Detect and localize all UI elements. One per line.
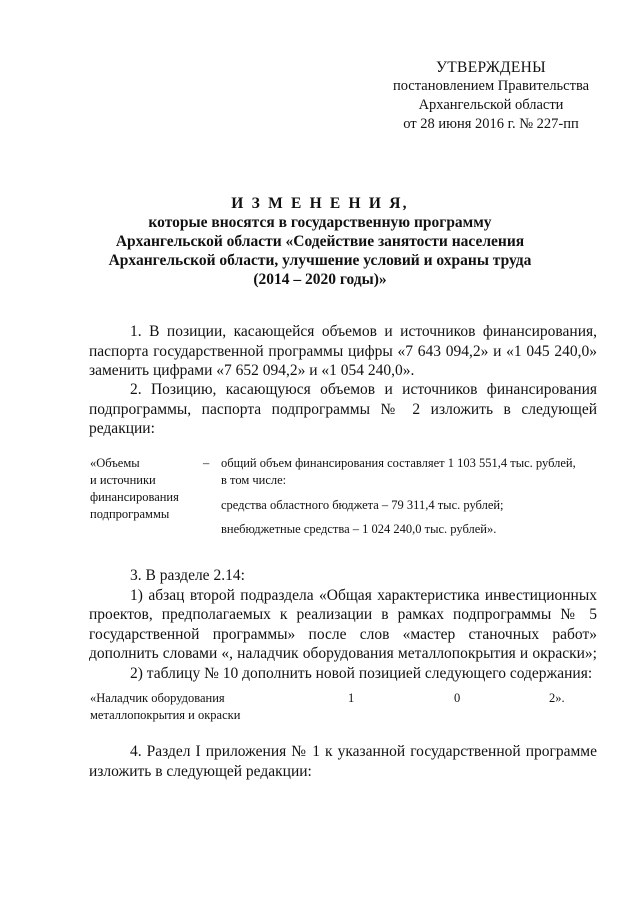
- document-title: [82, 194, 558, 289]
- approval-stamp: [380, 58, 602, 134]
- funding-right-line-3: средства областного бюджета – 79 311,4 тыс. рублей;: [221, 498, 504, 512]
- item-3-paragraph: [89, 566, 597, 684]
- item-3-sub1-line-3: государственной программы» после слов «мастер станочных работ»: [89, 625, 597, 643]
- funding-right-line-4: внебюджетные средства – 1 024 240,0 тыс. рублей».: [221, 522, 497, 536]
- title-line-4: (2014 – 2020 годы)»: [253, 271, 387, 288]
- funding-left-line-4: подпрограммы: [90, 507, 170, 521]
- item-2-line-1: 2. Позицию, касающуюся объемов и источников финансирования: [130, 381, 597, 398]
- title-line-2: Архангельской области «Содействие занятости населения: [115, 233, 525, 250]
- funding-left-line-1: «Объемы: [90, 456, 140, 470]
- table-10-name-line-2: металлопокрытия и окраски: [90, 708, 241, 722]
- funding-left-line-2: и источники: [90, 473, 156, 487]
- item-3-sub1-line-4: дополнить словами «, наладчик оборудования металлопокрытия и окраски»;: [89, 645, 597, 663]
- item-2-line-3: редакции:: [89, 420, 155, 438]
- approval-title: УТВЕРЖДЕНЫ: [436, 59, 546, 76]
- approval-line-3: от 28 июня 2016 г. № 227-пп: [403, 116, 579, 132]
- funding-left-line-3: финансирования: [90, 490, 179, 504]
- item-4-paragraph: [89, 742, 597, 781]
- item-1-line-2: паспорта государственной программы цифры «7 643 094,2» и «1 045 240,0»: [89, 342, 597, 360]
- item-1-paragraph: [89, 322, 597, 381]
- funding-right-line-1: общий объем финансирования составляет 1 103 551,4 тыс. рублей,: [221, 456, 576, 470]
- funding-dash: –: [203, 456, 210, 470]
- table-10-name-line-1: «Наладчик оборудования: [90, 691, 225, 705]
- item-2-paragraph: [89, 380, 597, 439]
- approval-line-1: постановлением Правительства: [392, 78, 590, 94]
- item-4-line-2: изложить в следующей редакции:: [89, 762, 312, 780]
- funding-right-line-2: в том числе:: [221, 473, 287, 487]
- item-2-line-2: подпрограммы, паспорта подпрограммы № 2 изложить в следующей: [89, 400, 597, 418]
- title-line-3: Архангельской области, улучшение условий и охраны труда: [108, 252, 532, 269]
- item-1-line-3: заменить цифрами «7 652 094,2» и «1 054 240,0».: [89, 362, 415, 380]
- title-heading: И З М Е Н Е Н И Я,: [231, 195, 409, 212]
- item-3-heading: 3. В разделе 2.14:: [130, 567, 245, 584]
- table-10-col-1: 1: [348, 691, 355, 705]
- title-line-1: которые вносятся в государственную программу: [148, 214, 492, 231]
- table-10-col-2: 0: [454, 691, 461, 705]
- item-3-sub2: 2) таблицу № 10 дополнить новой позицией следующего содержания:: [130, 664, 593, 682]
- item-3-sub1-line-1: 1) абзац второй подраздела «Общая характеристика инвестиционных: [130, 586, 597, 604]
- item-4-line-1: 4. Раздел I приложения № 1 к указанной государственной программе: [130, 743, 597, 760]
- table-10-col-3: 2».: [549, 691, 565, 705]
- approval-line-2: Архангельской области: [418, 97, 564, 113]
- item-3-sub1-line-2: проектов, предполагаемых к реализации в рамках подпрограммы № 5: [89, 606, 597, 624]
- item-1-line-1: 1. В позиции, касающейся объемов и источников финансирования,: [130, 323, 597, 340]
